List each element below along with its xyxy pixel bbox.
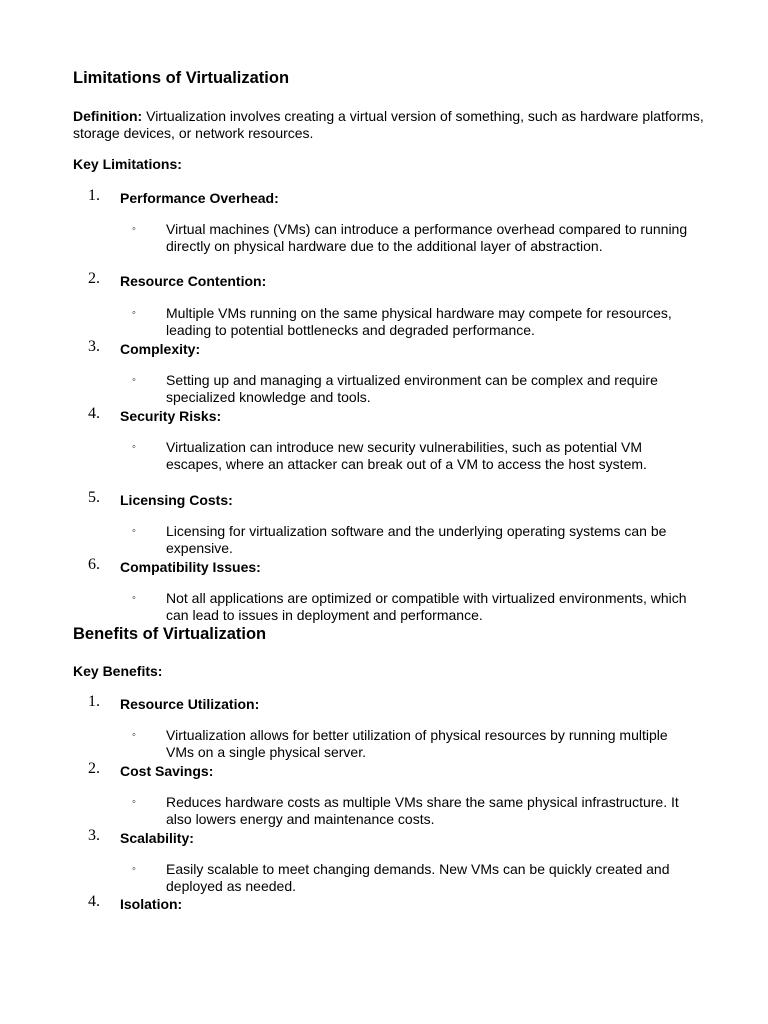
list-number: 3. (88, 827, 100, 844)
list-item-title: Scalability: (120, 830, 194, 846)
bullet-icon: ◦ (132, 374, 136, 386)
list-item-title: Compatibility Issues: (120, 559, 261, 575)
list-number: 2. (88, 270, 100, 287)
list-number: 2. (88, 760, 100, 777)
list-number: 6. (88, 556, 100, 573)
definition-text: Virtualization involves creating a virtual version of something, such as hardware platforms, storage devices, or network resources. (73, 108, 704, 141)
bullet-icon: ◦ (132, 863, 136, 875)
list-item-desc: Reduces hardware costs as multiple VMs share the same physical infrastructure. It also lowers energy and maintenance costs. (166, 794, 679, 828)
list-item-title: Isolation: (120, 896, 183, 912)
list-item-title: Resource Utilization: (120, 696, 260, 712)
list-item-title: Resource Contention: (120, 273, 267, 289)
list-item-desc: Virtual machines (VMs) can introduce a performance overhead compared to running directly on physical hardware due to the additional layer of abstraction. (166, 221, 688, 255)
list-item-desc: Virtualization can introduce new security vulnerabilities, such as potential VM escapes, where an attacker can break out of a VM to access the host system. (166, 439, 647, 473)
definition-label: Definition: (73, 108, 143, 124)
bullet-icon: ◦ (132, 525, 136, 537)
list-item-title: Licensing Costs: (120, 492, 233, 508)
list-item-desc: Multiple VMs running on the same physical hardware may compete for resources, leading to potential bottlenecks and degraded performance. (166, 305, 672, 339)
list-item-desc: Not all applications are optimized or compatible with virtualized environments, which can lead to issues in deployment and performance. (166, 590, 687, 624)
bullet-icon: ◦ (132, 441, 136, 453)
list-item-desc: Virtualization allows for better utilization of physical resources by running multiple VMs on a single physical server. (166, 727, 668, 761)
list-item-desc: Setting up and managing a virtualized environment can be complex and require specialized knowledge and tools. (166, 372, 658, 406)
key-limitations-subheading: Key Limitations: (73, 156, 182, 172)
list-number: 5. (88, 489, 100, 506)
definition-paragraph (73, 108, 713, 142)
bullet-icon: ◦ (132, 307, 136, 319)
list-item-title: Security Risks: (120, 408, 222, 424)
list-item-desc: Easily scalable to meet changing demands. New VMs can be quickly created and deployed as needed. (166, 861, 670, 895)
bullet-icon: ◦ (132, 729, 136, 741)
list-number: 3. (88, 338, 100, 355)
bullet-icon: ◦ (132, 592, 136, 604)
bullet-icon: ◦ (132, 223, 136, 235)
list-number: 1. (88, 693, 100, 710)
bullet-icon: ◦ (132, 796, 136, 808)
list-item-title: Performance Overhead: (120, 190, 279, 206)
list-item-title: Complexity: (120, 341, 201, 357)
list-number: 4. (88, 893, 100, 910)
list-item-desc: Licensing for virtualization software and the underlying operating systems can be expensive. (166, 523, 667, 557)
limitations-heading: Limitations of Virtualization (73, 69, 290, 87)
key-benefits-subheading: Key Benefits: (73, 663, 163, 679)
benefits-heading: Benefits of Virtualization (73, 625, 267, 643)
list-item-title: Cost Savings: (120, 763, 214, 779)
list-number: 4. (88, 405, 100, 422)
list-number: 1. (88, 187, 100, 204)
